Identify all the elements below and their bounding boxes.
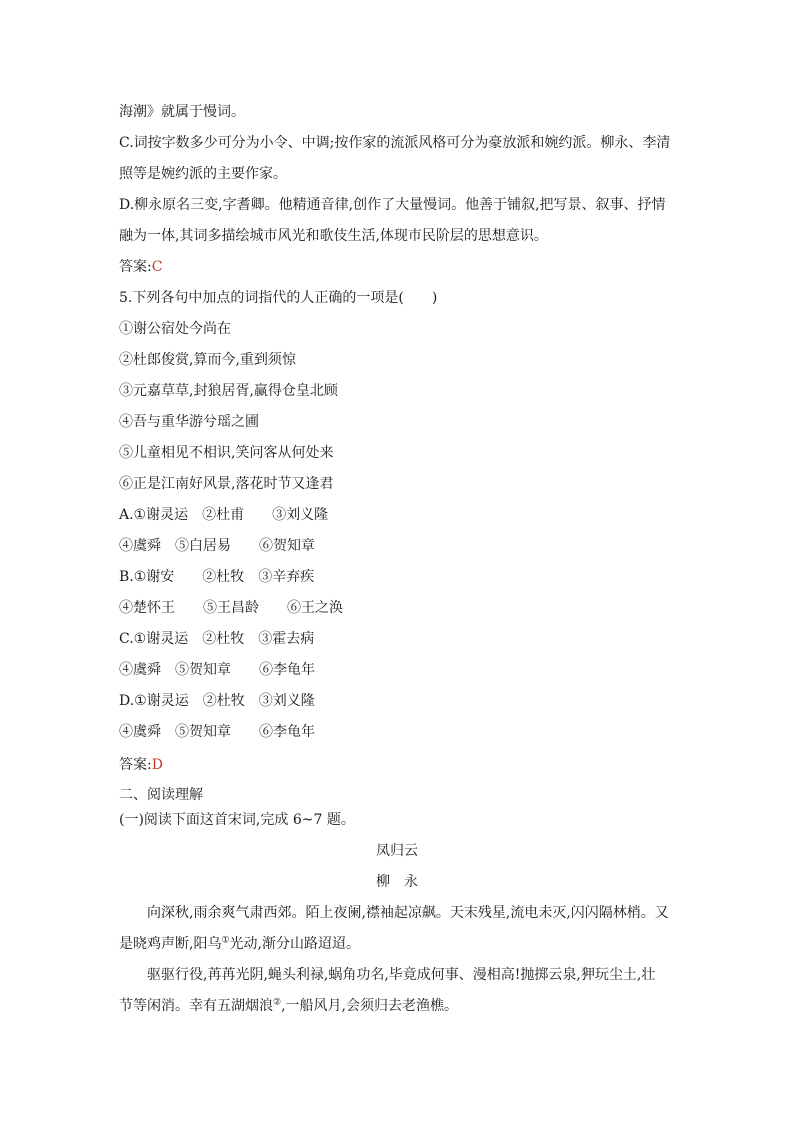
sentence-5: ⑤儿童相见不相识,笑问客从何处来	[119, 445, 334, 461]
answer-label: 答案:	[119, 757, 152, 773]
poem-paragraph-1-line-1: 向深秋,雨余爽气肃西郊。陌上夜阑,襟袖起凉飙。天末残星,流电未灭,闪闪隔林梢。又	[147, 905, 669, 921]
poem-paragraph-2-line-1: 驱驱行役,苒苒光阴,蝇头利禄,蜗角功名,毕竟成何事、漫相高!抛掷云泉,狎玩尘土,壮	[147, 967, 656, 983]
text-line: 融为一体,其词多描绘城市风光和歌伎生活,体现市民阶层的思想意识。	[119, 228, 548, 244]
text-line: 照等是婉约派的主要作家。	[119, 166, 287, 182]
answer-value: D	[151, 757, 163, 773]
option-c-text: C.词按字数多少可分为小令、中调;按作家的流派风格可分为豪放派和婉约派。柳永、李清	[119, 135, 671, 151]
poem-text: 是晓鸡声断,阳乌	[119, 936, 222, 952]
option-c-line-2: ④虞舜 ⑤贺知章 ⑥李龟年	[119, 662, 315, 678]
text-line: 海潮》就属于慢词。	[119, 104, 245, 120]
sentence-6: ⑥正是江南好风景,落花时节又逢君	[119, 476, 334, 492]
option-c-line-1: C.①谢灵运 ②杜牧 ③霍去病	[119, 631, 315, 647]
subsection-instruction: (一)阅读下面这首宋词,完成 6~7 题。	[119, 812, 355, 828]
poem-title: 凤归云	[376, 843, 418, 859]
question-5: 5.下列各句中加点的词指代的人正确的一项是( )	[119, 290, 438, 306]
footnote-marker: ②	[273, 997, 282, 1008]
option-d-line-1: D.①谢灵运 ②杜牧 ③刘义隆	[119, 693, 315, 709]
footnote-marker: ①	[221, 935, 230, 946]
poem-text: 节等闲消。幸有五湖烟浪	[119, 998, 273, 1014]
option-a-line-2: ④虞舜 ⑤白居易 ⑥贺知章	[119, 538, 315, 554]
poem-author: 柳 永	[376, 874, 418, 890]
option-a-line-1: A.①谢灵运 ②杜甫 ③刘义隆	[119, 507, 329, 523]
option-d-text: D.柳永原名三变,字耆卿。他精通音律,创作了大量慢词。他善于铺叙,把写景、叙事、抒情	[119, 197, 666, 213]
poem-text: 光动,渐分山路迢迢。	[229, 936, 360, 952]
poem-text: ,一船风月,会须归去老渔樵。	[281, 998, 458, 1014]
option-b-line-2: ④楚怀王 ⑤王昌龄 ⑥王之涣	[119, 600, 343, 616]
option-b-line-1: B.①谢安 ②杜牧 ③辛弃疾	[119, 569, 315, 585]
answer-line	[119, 258, 162, 276]
sentence-3: ③元嘉草草,封狼居胥,赢得仓皇北顾	[119, 383, 338, 399]
sentence-4: ④吾与重华游兮瑶之圃	[119, 414, 259, 430]
sentence-2: ②杜郎俊赏,算而今,重到须惊	[119, 352, 296, 368]
answer-label: 答案:	[119, 259, 152, 275]
poem-paragraph-1-line-2	[119, 935, 360, 953]
poem-paragraph-2-line-2	[119, 997, 458, 1015]
option-d-line-2: ④虞舜 ⑤贺知章 ⑥李龟年	[119, 724, 315, 740]
answer-value: C	[151, 259, 163, 275]
answer-line	[119, 756, 163, 774]
section-heading: 二、阅读理解	[119, 787, 203, 803]
sentence-1: ①谢公宿处今尚在	[119, 321, 231, 337]
